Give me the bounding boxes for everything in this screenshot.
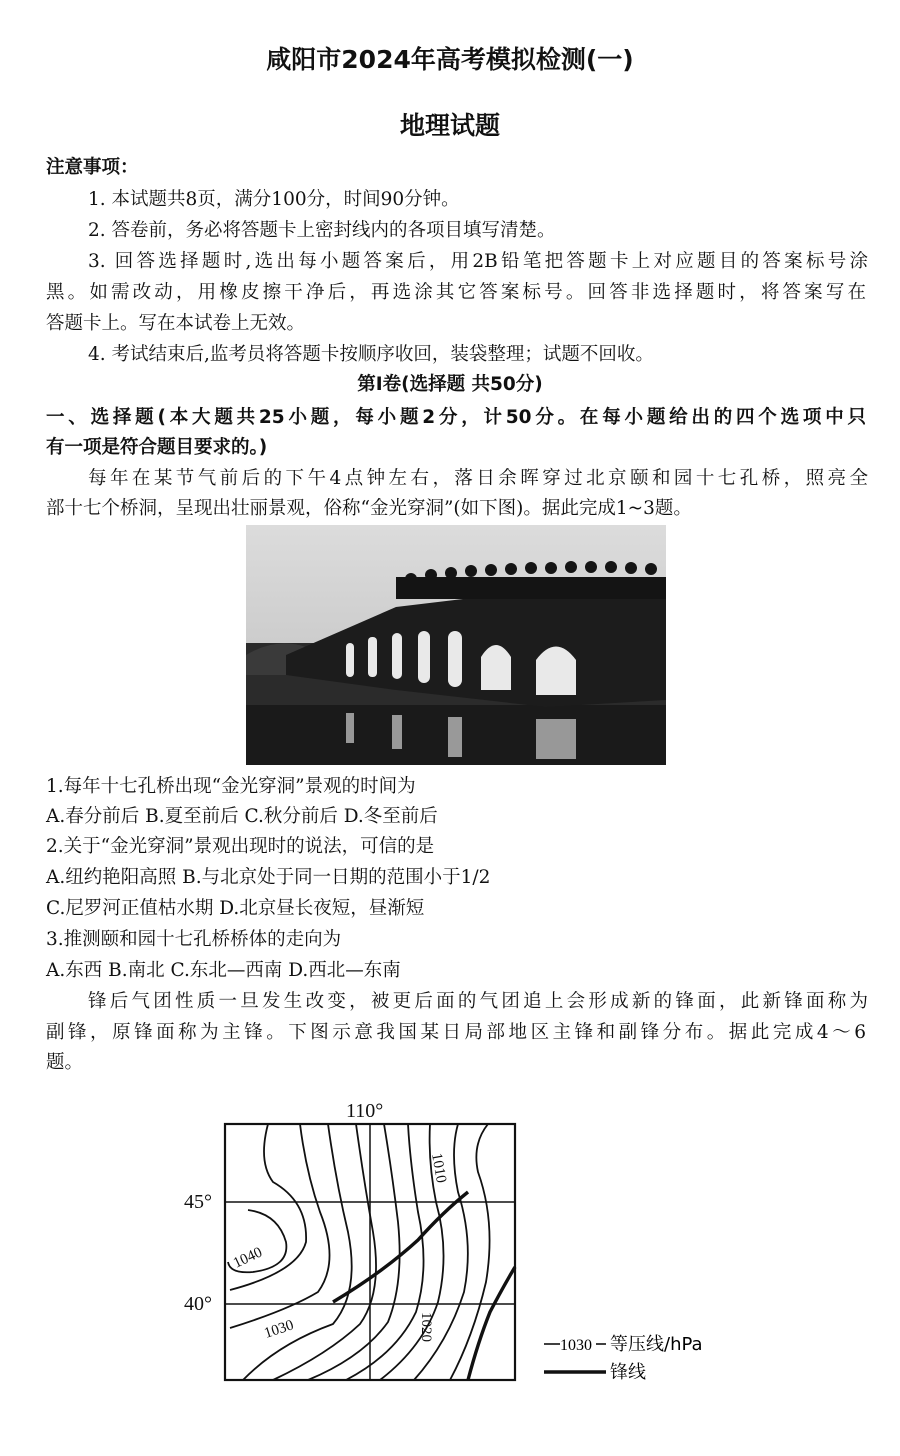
note-item: 答题卡上。写在本试卷上无效。: [46, 313, 306, 334]
notes-heading: 注意事项：: [46, 157, 139, 178]
note-item: 1. 本试题共8页，满分100分，时间90分钟。: [88, 189, 460, 210]
passage-text: 每年在某节气前后的下午4点钟左右，落日余晖穿过北京颐和园十七孔桥，照亮全: [88, 468, 868, 489]
isobar-label: 1020: [418, 1312, 434, 1342]
isobar-front-map: [168, 1092, 743, 1404]
question-stem: 3.推测颐和园十七孔桥桥体的走向为: [46, 929, 342, 950]
exam-subtitle: 地理试题: [399, 111, 500, 140]
latitude-label: 45°: [184, 1191, 212, 1213]
legend-front-text: 锋线: [610, 1362, 646, 1383]
question-options: C.尼罗河正值枯水期 D.北京昼长夜短，昼渐短: [46, 898, 425, 919]
passage-text: 锋后气团性质一旦发生改变，被更后面的气团追上会形成新的锋面，此新锋面称为: [88, 991, 868, 1012]
isobar-label: 1040: [230, 1244, 265, 1272]
bridge-photo: [246, 525, 666, 765]
note-item: 3. 回答选择题时,选出每小题答案后，用2B铅笔把答题卡上对应题目的答案标号涂: [88, 251, 868, 272]
section-heading: 一、选择题(本大题共25小题，每小题2分，计50分。在每小题给出的四个选项中只: [46, 407, 866, 428]
exam-title: 咸阳市2024年高考模拟检测(一): [266, 45, 634, 74]
note-item: 4. 考试结束后,监考员将答题卡按顺序收回，装袋整理；试题不回收。: [88, 344, 654, 365]
question-options: A.纽约艳阳高照 B.与北京处于同一日期的范围小于1/2: [46, 867, 491, 888]
volume-heading: 第Ⅰ卷(选择题 共50分): [357, 374, 543, 395]
legend-isobar-value: 1030: [560, 1337, 592, 1354]
map-legend: [544, 1334, 703, 1383]
question-options: A.东西 B.南北 C.东北—西南 D.西北—东南: [46, 960, 401, 981]
legend-isobar-text: 等压线/hPa: [610, 1334, 703, 1355]
isobar-label: 1010: [428, 1151, 450, 1185]
note-item: 2. 答卷前，务必将答题卡上密封线内的各项目填写清楚。: [88, 220, 556, 241]
passage-text: 部十七个桥洞，呈现出壮丽景观，俗称“金光穿洞”(如下图)。据此完成1~3题。: [46, 498, 692, 519]
isobar-label: 1030: [262, 1317, 296, 1342]
passage-text: 副锋，原锋面称为主锋。下图示意我国某日局部地区主锋和副锋分布。据此完成4～6: [46, 1022, 866, 1043]
passage-text: 题。: [46, 1052, 84, 1073]
question-options: A.春分前后 B.夏至前后 C.秋分前后 D.冬至前后: [46, 806, 438, 827]
question-stem: 2.关于“金光穿洞”景观出现时的说法，可信的是: [46, 836, 435, 857]
question-stem: 1.每年十七孔桥出现“金光穿洞”景观的时间为: [46, 776, 416, 797]
longitude-label: 110°: [346, 1100, 384, 1122]
section-heading: 有一项是符合题目要求的。): [46, 437, 268, 458]
latitude-label: 40°: [184, 1293, 212, 1315]
note-item: 黑。如需改动，用橡皮擦干净后，再选涂其它答案标号。回答非选择题时，将答案写在: [46, 282, 866, 303]
front-lines: [333, 1192, 515, 1380]
